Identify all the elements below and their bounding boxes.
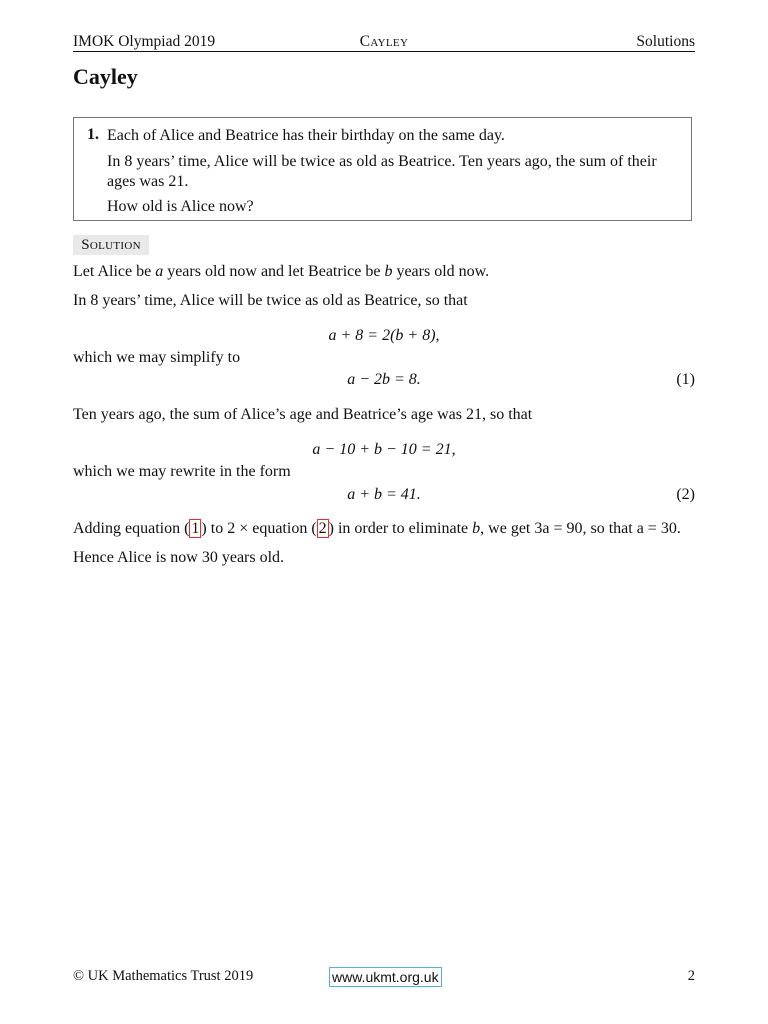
running-header [73,31,695,52]
footer-copyright: © UK Mathematics Trust 2019 [73,968,254,984]
text-fragment: years old now. [392,263,490,280]
text-fragment: years old now and let Beatrice be [163,263,385,280]
header-right: Solutions [636,33,695,50]
footer-website-link[interactable]: www.ukmt.org.uk [329,967,442,987]
text-fragment: , we get 3a = 90, so that a = 30. [480,520,681,537]
variable-b: b [384,263,393,280]
equation-ref-2[interactable]: 2 [318,520,327,537]
header-left: IMOK Olympiad 2019 [73,33,216,50]
variable-b: b [472,520,481,537]
page-title: Cayley [73,64,138,89]
simplify-text: which we may simplify to [73,349,241,366]
page-number: 2 [687,968,695,984]
equation-label-2: (2) [676,486,695,503]
conclusion-text: Hence Alice is now 30 years old. [73,549,285,566]
text-fragment: to 2 × equation [206,520,312,537]
text-fragment: in order to eliminate [333,520,473,537]
problem-box [73,117,692,221]
adding-statement: Adding equation ( 1 ) to 2 × equation ( 2 ) in order to eliminate b, we get 3a = 90, so that a = 30. [73,520,681,537]
header-center: Cayley [359,33,409,50]
equation-label-1: (1) [676,371,695,388]
in-eight-years-text: In 8 years’ time, Alice will be twice as old as Beatrice, so that [73,292,468,309]
rewrite-text: which we may rewrite in the form [73,463,291,480]
problem-line-1: Each of Alice and Beatrice has their birthday on the same day. [107,127,505,144]
equation-ref-1[interactable]: 1 [191,520,200,537]
equation-3: a − 10 + b − 10 = 21, [312,441,456,458]
let-statement [73,263,489,281]
text-fragment: Adding equation [73,520,185,537]
problem-line-4: How old is Alice now? [107,198,254,215]
equation-1: a + 8 = 2(b + 8), [328,327,440,344]
solution-label: Solution [73,235,149,255]
problem-line-2: In 8 years’ time, Alice will be twice as old as Beatrice. Ten years ago, the sum of their [107,153,657,170]
text-fragment: Let Alice be [73,263,156,280]
variable-a: a [155,263,164,280]
equation-4: a + b = 41. [347,486,421,503]
ten-years-text: Ten years ago, the sum of Alice’s age and Beatrice’s age was 21, so that [73,406,533,423]
equation-2: a − 2b = 8. [347,371,421,388]
problem-number: 1. [87,126,99,143]
problem-line-3: ages was 21. [107,173,189,190]
